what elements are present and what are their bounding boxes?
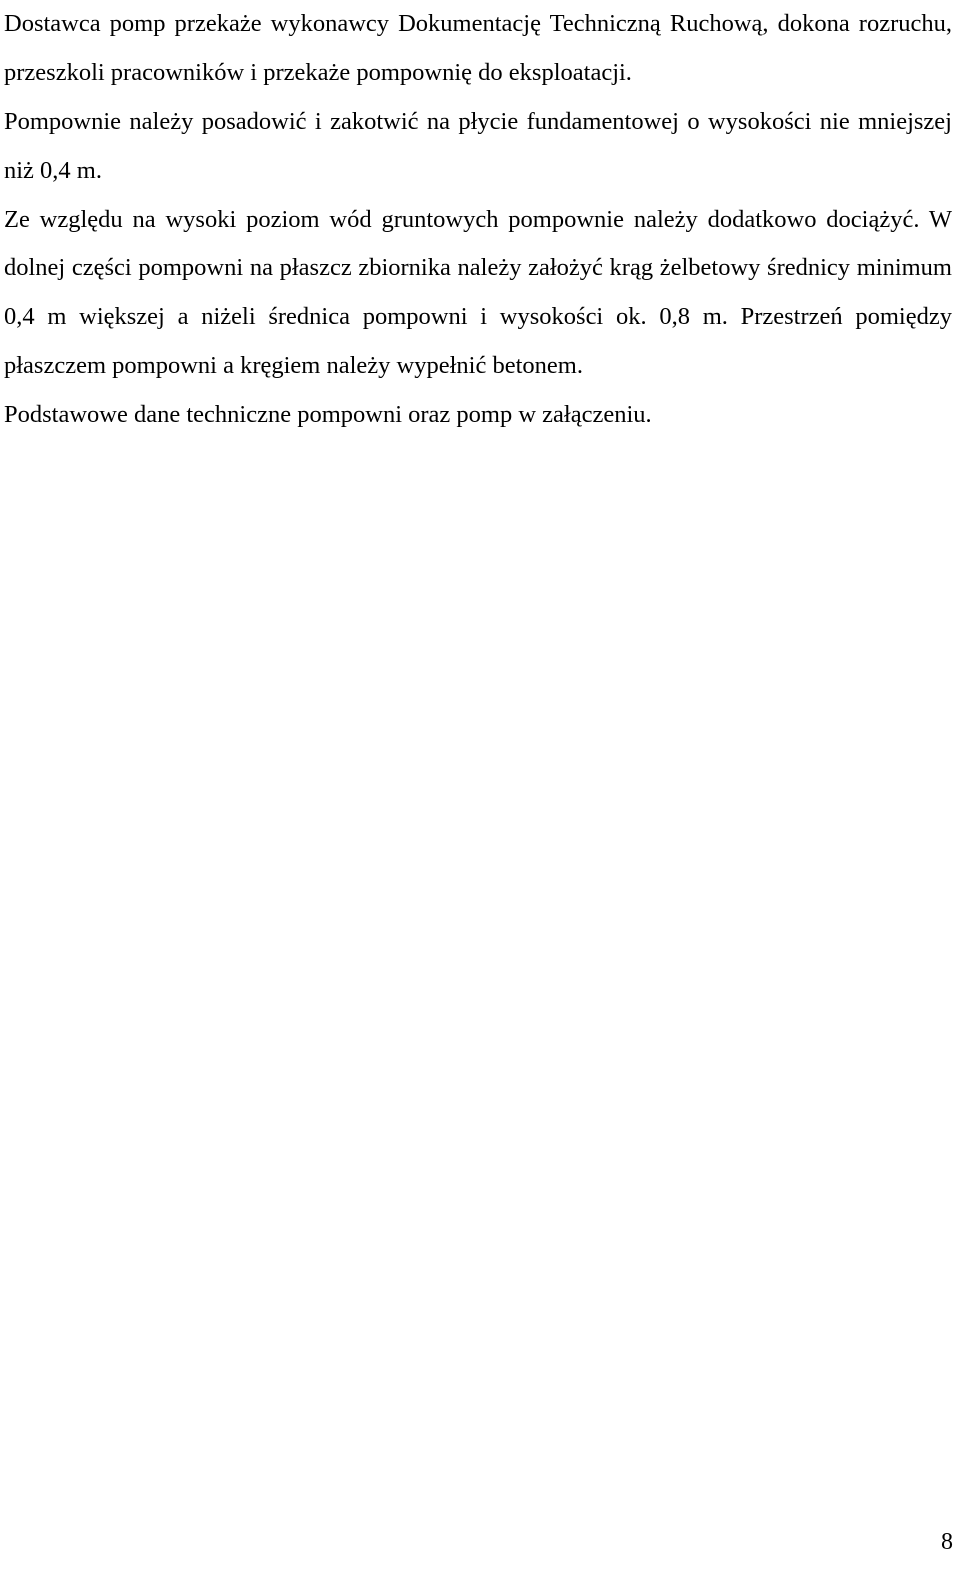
paragraph-technical-data: Podstawowe dane techniczne pompowni oraz pomp w załączeniu. — [4, 401, 652, 428]
page-number: 8 — [941, 1529, 953, 1555]
document-page — [4, 0, 952, 440]
paragraph-groundwater-ballast: Ze względu na wysoki poziom wód gruntowych pompownie należy dodatkowo dociążyć. W dolnej części pompowni na płaszcz zbiornika należy założyć krąg żelbetowy średnicy minimum 0,4 m większej a niżeli średnica pompowni i wysokości ok. 0,8 m. Przestrzeń pomiędzy płaszczem pompowni a kręgiem należy wypełnić betonem. — [4, 205, 952, 380]
paragraph-pump-supplier: Dostawca pomp przekaże wykonawcy Dokumentację Techniczną Ruchową, dokona rozruchu, przeszkoli pracowników i przekaże pompownię do eksploatacji. — [4, 10, 952, 86]
paragraph-foundation: Pompownie należy posadowić i zakotwić na płycie fundamentowej o wysokości nie mniejszej niż 0,4 m. — [4, 107, 952, 184]
